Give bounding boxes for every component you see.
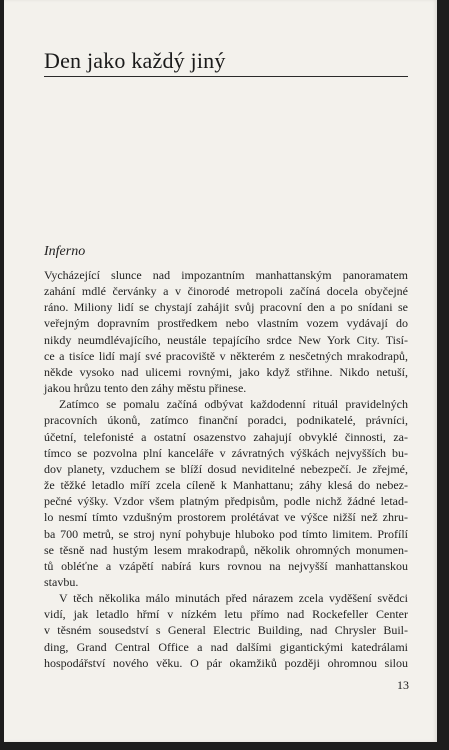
book-page: [4, 0, 437, 742]
paragraph-1: [44, 267, 408, 396]
text-line: stavbu.: [44, 574, 79, 589]
body-text: [44, 267, 408, 671]
text-line: zahání mdlé červánky a v činorodé metropoli začíná docela obyčejné: [44, 284, 408, 299]
text-line: ráno. Miliony lidí se chystají zahájit svůj pracovní den a po snídani se: [44, 300, 408, 315]
text-line: hospodářství nového věku. O pár okamžiků později ohromnou silou: [44, 655, 408, 670]
text-line: lo nesmí tímto vzdušným prostorem prolétávat ve výšce nižší než zhru-: [44, 510, 408, 525]
text-line: někde vysoko nad ulicemi rovnými, jako když střihne. Nikdo netuší,: [44, 364, 408, 379]
text-line: pečné výšky. Vzdor všem platným předpisům, podle nichž žádné letad-: [44, 494, 408, 509]
text-line: tů obléťne a vzápětí nabírá kurs rovnou na nejvyšší manhattanskou: [44, 558, 408, 573]
paragraph-3: [44, 590, 408, 671]
text-line: Vycházející slunce nad impozantním manhattanským panoramatem: [44, 268, 408, 282]
text-line: jakou hrůzu tento den záhy městu přinese.: [44, 381, 247, 396]
text-line: že těžké letadlo míří zcela cíleně k Manhattanu; záhy klesá do nebez-: [44, 478, 408, 493]
text-line: veřejným dopravním prostředkem nebo vlastním vozem vydávají do: [44, 316, 408, 331]
title-rule: [44, 76, 408, 77]
text-line: účetní, telefonisté a ostatní osazenstvo zahajují obvyklé činnosti, za-: [44, 429, 408, 444]
text-line: Zatímco se pomalu začíná odbývat každodenní rituál pravidelných: [59, 397, 408, 412]
text-line: tímco se pozvolna plní kanceláře v závratných výškách nejvyšších bu-: [44, 445, 408, 460]
text-line: V těch několika málo minutách před nárazem zcela vyděšení svědci: [59, 591, 408, 606]
page-number: 13: [397, 678, 409, 692]
text-line: v těsném sousedství s General Electric Building, nad Chrysler Buil-: [44, 623, 408, 638]
text-line: nikdy neumdlévajícího, neustále tepajícího srdce New York City. Tisí-: [44, 332, 408, 347]
text-line: vidí, jak letadlo hřmí v nízkém letu přímo nad Rockefeller Center: [44, 607, 408, 622]
section-heading: Inferno: [44, 244, 86, 259]
text-line: ding, Grand Central Office a nad dalšími gigantickými katedrálami: [44, 639, 408, 654]
text-line: ce a tisíce lidí mají své pracoviště v některém z nesčetných mrakodrapů,: [44, 348, 408, 363]
chapter-title: Den jako každý jiný: [44, 48, 226, 73]
paragraph-2: [44, 396, 408, 590]
text-line: ba 700 metrů, se stroj nyní pohybuje hluboko pod tímto limitem. Profílí: [44, 526, 408, 541]
text-line: pracovních úkonů, zatímco finanční poradci, podnikatelé, právníci,: [44, 413, 408, 428]
text-line: se těsně nad hustým lesem mrakodrapů, několik ohromných monumen-: [44, 542, 408, 557]
text-line: dov planety, vzduchem se blíží dosud neviditelné nebezpečí. Je zřejmé,: [44, 461, 408, 476]
